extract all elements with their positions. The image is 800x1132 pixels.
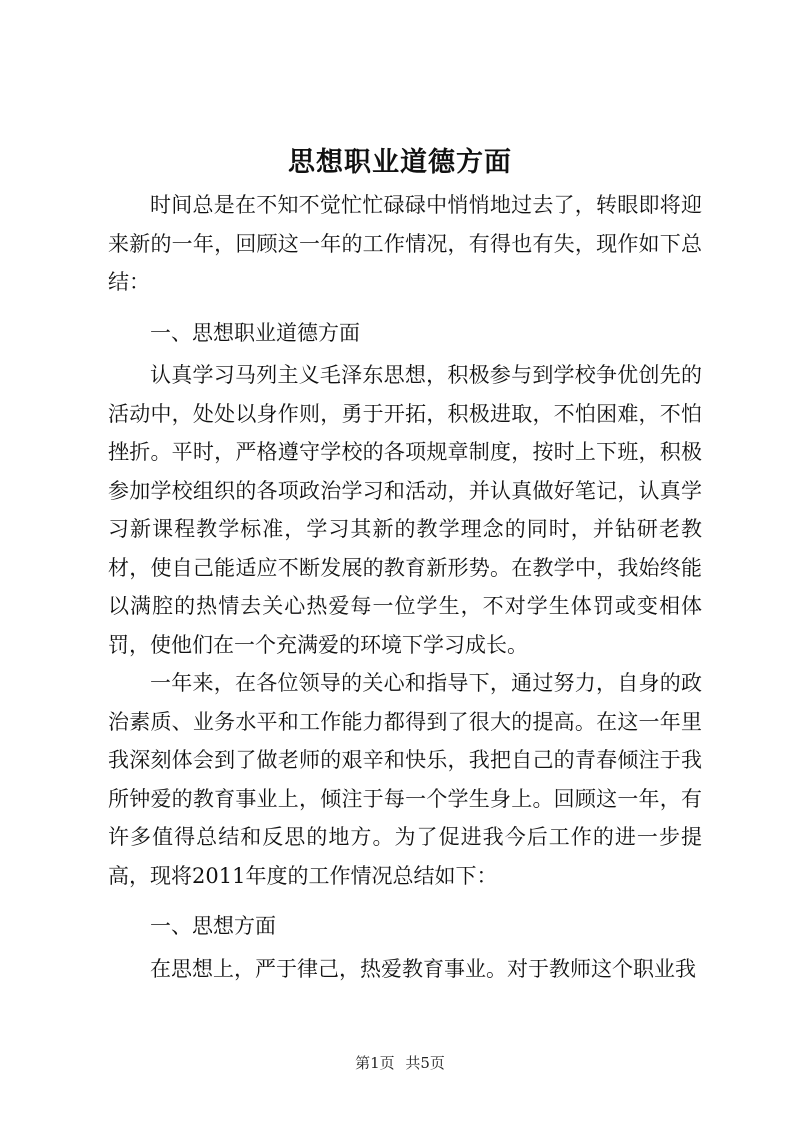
paragraph-intro: 时间总是在不知不觉忙忙碌碌中悄悄地过去了，转眼即将迎来新的一年，回顾这一年的工作情况，有得也有失，现作如下总结： — [108, 193, 702, 294]
page-total: 共5页 — [405, 1054, 445, 1072]
paragraph-thought: 在思想上，严于律己，热爱教育事业。对于教师这个职业我 — [150, 956, 696, 981]
document-body — [108, 186, 702, 988]
page-number: 第1页 — [355, 1054, 395, 1072]
paragraph-year-review: 一年来，在各位领导的关心和指导下，通过努力，自身的政治素质、业务水平和工作能力都得到了很大的提高。在这一年里我深刻体会到了做老师的艰辛和快乐，我把自己的青春倾注于我所钟爱的教育事业上，倾注于每一个学生身上。回顾这一年，有许多值得总结和反思的地方。为了促进我今后工作的进一步提高，现将2011年度的工作情况总结如下： — [108, 671, 702, 888]
section-heading-thought: 一、思想方面 — [150, 914, 276, 938]
section-heading-ethics: 一、思想职业道德方面 — [150, 320, 360, 345]
paragraph-ethics: 认真学习马列主义毛泽东思想，积极参与到学校争优创先的活动中，处处以身作则，勇于开拓，积极进取，不怕困难，不怕挫折。平时，严格遵守学校的各项规章制度，按时上下班，积极参加学校组织的各项政治学习和活动，并认真做好笔记，认真学习新课程教学标准，学习其新的教学理念的同时，并钻研老教材，使自己能适应不断发展的教育新形势。在教学中，我始终能以满腔的热情去关心热爱每一位学生，不对学生体罚或变相体罚，使他们在一个充满爱的环境下学习成长。 — [108, 363, 702, 657]
page-title: 思想职业道德方面 — [288, 147, 512, 178]
page-footer — [0, 1052, 800, 1073]
